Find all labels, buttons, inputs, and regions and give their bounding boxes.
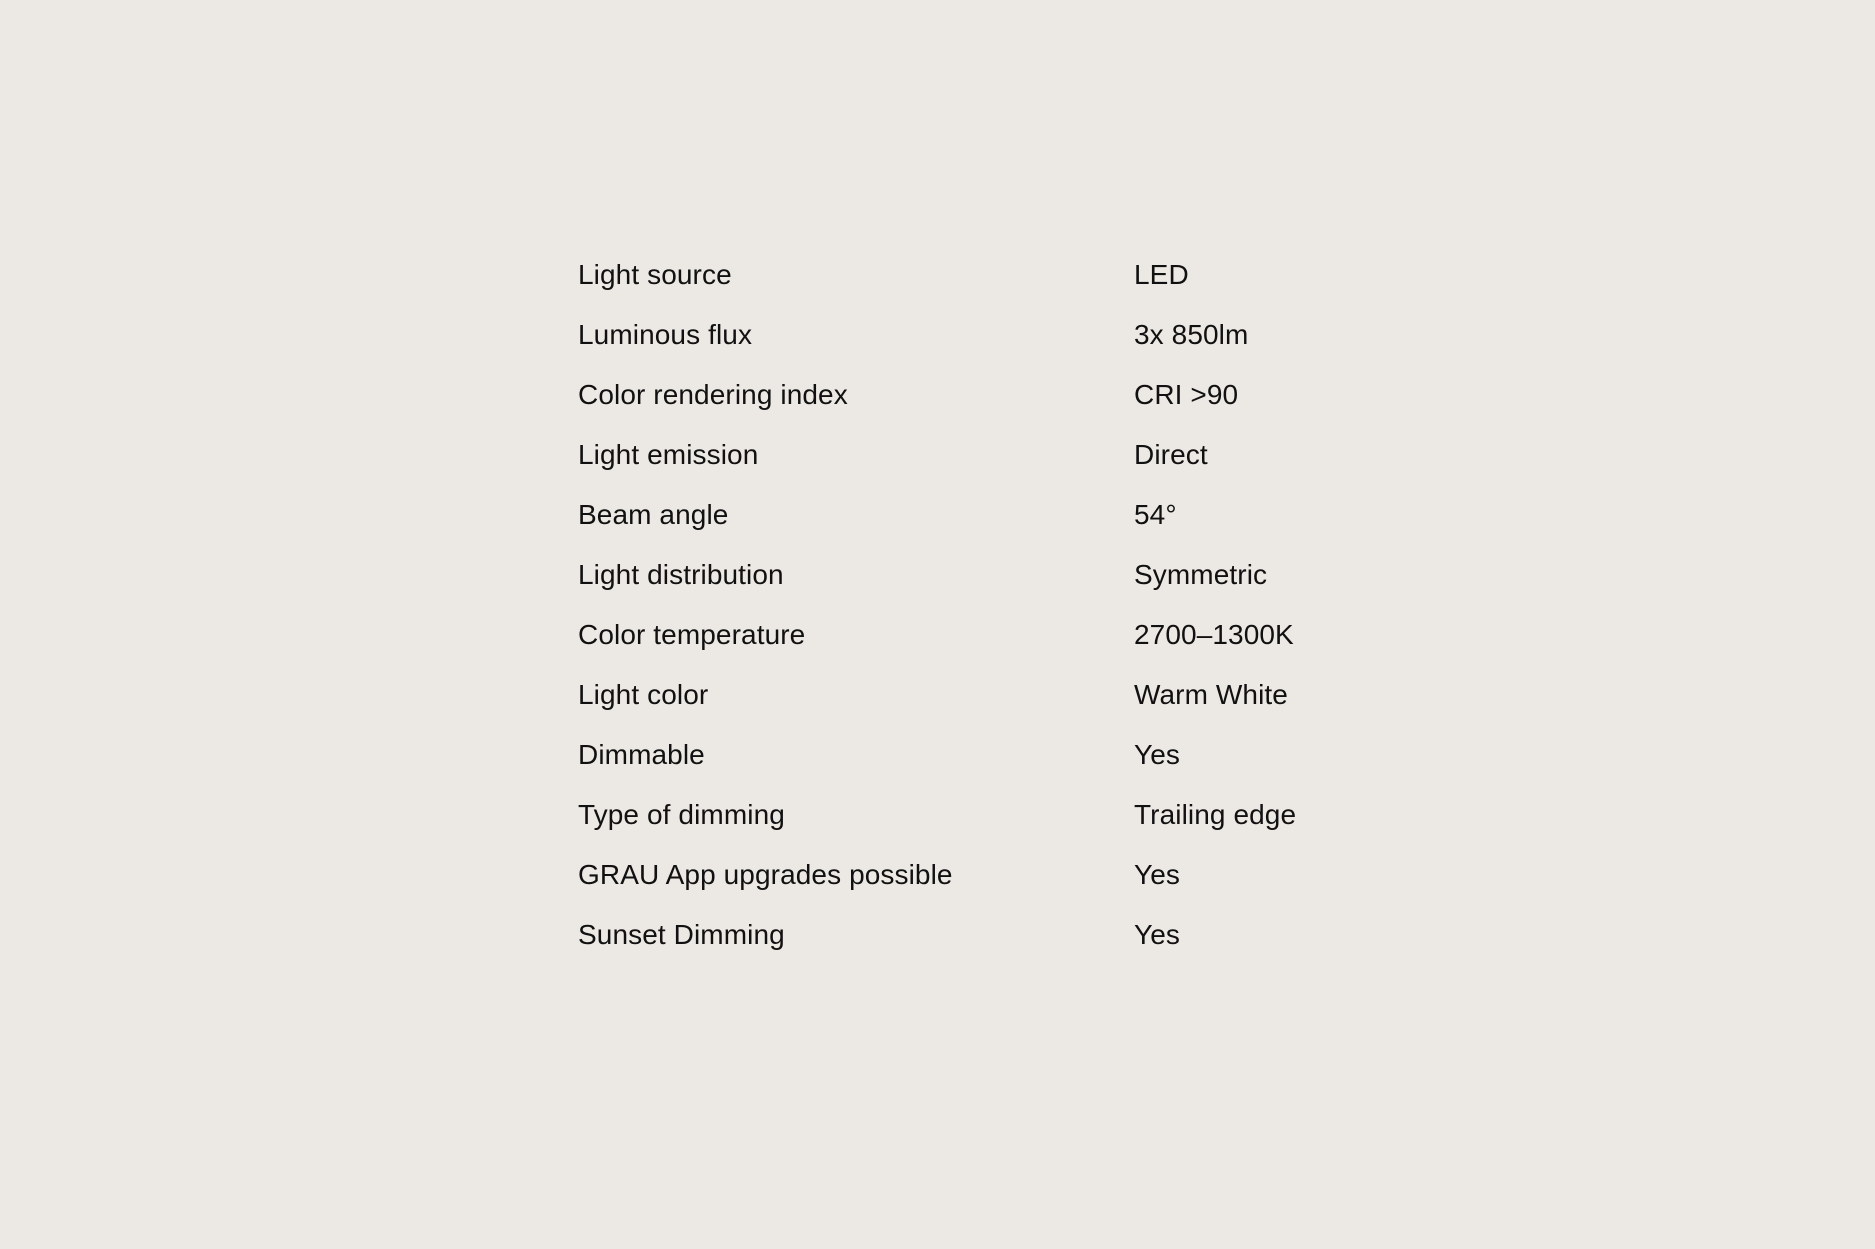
spec-label: Color temperature: [578, 619, 806, 650]
spec-value: CRI >90: [1134, 379, 1239, 410]
spec-row-color-rendering-index: [578, 365, 1358, 425]
spec-label: Color rendering index: [578, 379, 848, 410]
spec-value: 3x 850lm: [1134, 319, 1249, 350]
spec-value: Yes: [1134, 739, 1180, 770]
spec-row-type-of-dimming: [578, 785, 1358, 845]
spec-row-light-color: [578, 665, 1358, 725]
spec-row-app-upgrades: [578, 845, 1358, 905]
spec-label: Light emission: [578, 439, 759, 470]
spec-row-luminous-flux: [578, 305, 1358, 365]
spec-value: Trailing edge: [1134, 799, 1297, 830]
spec-label: Light distribution: [578, 559, 784, 590]
spec-label: Light source: [578, 259, 732, 290]
spec-value: Symmetric: [1134, 559, 1268, 590]
spec-value: Warm White: [1134, 679, 1288, 710]
spec-row-dimmable: [578, 725, 1358, 785]
spec-label: Dimmable: [578, 739, 705, 770]
spec-value: 2700–1300K: [1134, 619, 1294, 650]
spec-value: Yes: [1134, 919, 1180, 950]
spec-label: Beam angle: [578, 499, 729, 530]
spec-row-beam-angle: [578, 485, 1358, 545]
spec-value: Yes: [1134, 859, 1180, 890]
spec-value: 54°: [1134, 499, 1177, 530]
spec-row-color-temperature: [578, 605, 1358, 665]
spec-label: Luminous flux: [578, 319, 753, 350]
spec-row-light-source: [578, 245, 1358, 305]
spec-row-sunset-dimming: [578, 905, 1358, 965]
spec-row-light-emission: [578, 425, 1358, 485]
spec-table: [578, 245, 1358, 965]
spec-label: GRAU App upgrades possible: [578, 859, 953, 890]
spec-value: LED: [1134, 259, 1189, 290]
spec-row-light-distribution: [578, 545, 1358, 605]
spec-value: Direct: [1134, 439, 1208, 470]
spec-label: Light color: [578, 679, 709, 710]
spec-label: Sunset Dimming: [578, 919, 785, 950]
spec-label: Type of dimming: [578, 799, 785, 830]
